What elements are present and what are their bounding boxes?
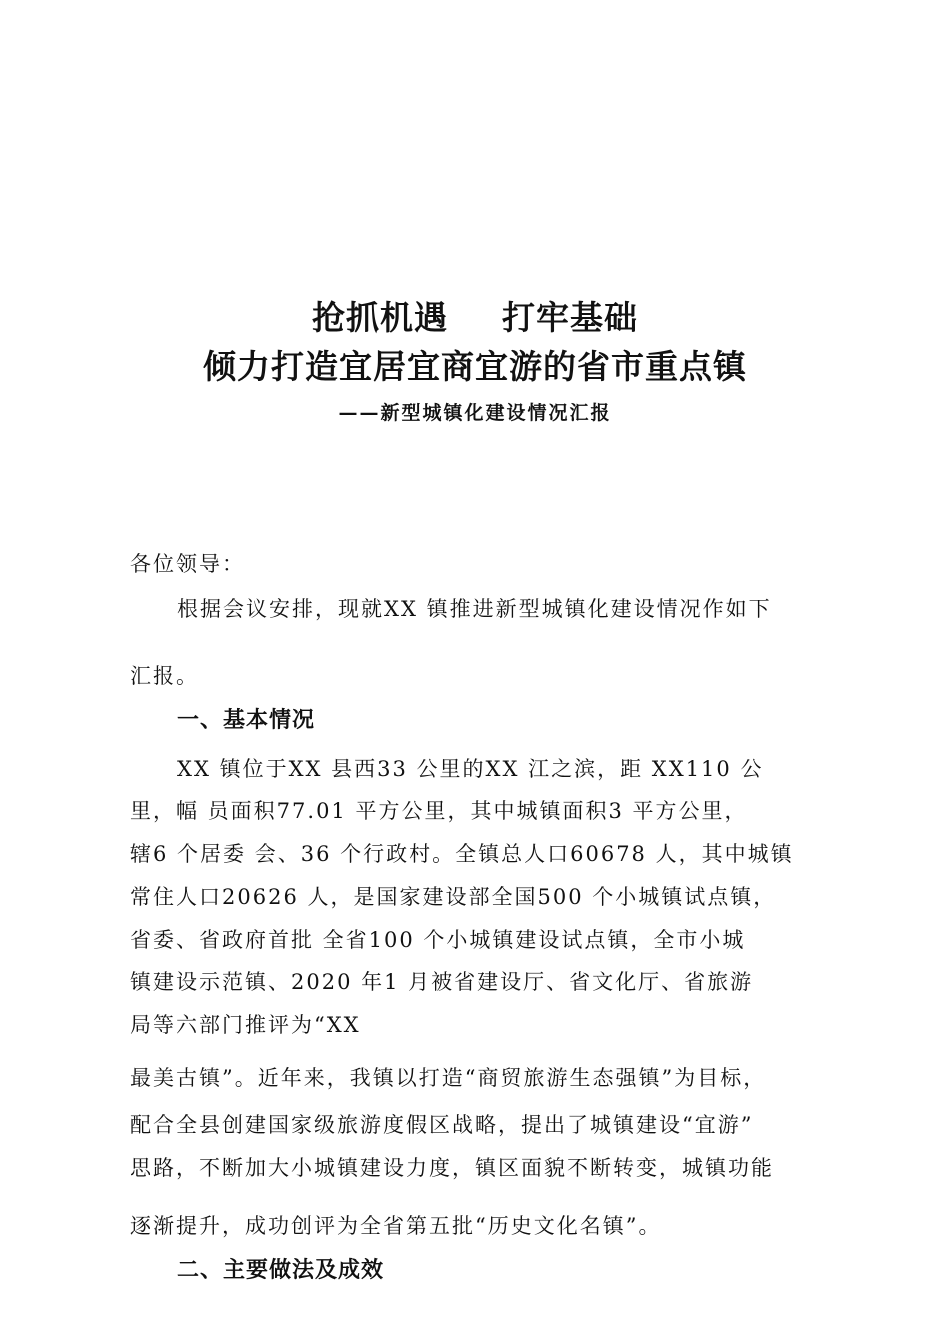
section-1-line: 最美古镇”。近年来，我镇以打造“商贸旅游生态强镇”为目标， — [130, 1066, 767, 1090]
intro-line-2: 汇报。 — [130, 664, 199, 688]
section-2-heading: 二、主要做法及成效 — [177, 1258, 385, 1283]
section-1-line: 局等六部门推评为“XX — [130, 1013, 361, 1037]
title-part-2: 打牢基础 — [502, 298, 638, 337]
section-1-line: XX 镇位于XX 县西33 公里的XX 江之滨，距 XX110 公 — [177, 757, 764, 781]
section-1-line: 常住人口20626 人，是国家建设部全国500 个小城镇试点镇， — [130, 885, 777, 909]
salutation: 各位领导： — [130, 552, 245, 576]
section-1-line: 配合全县创建国家级旅游度假区战略，提出了城镇建设“宜游” — [130, 1113, 754, 1137]
section-1-line: 逐渐提升，成功创评为全省第五批“历史文化名镇”。 — [130, 1214, 662, 1238]
title-part-1: 抢抓机遇 — [312, 298, 448, 337]
section-1-line: 省委、省政府首批 全省100 个小城镇建设试点镇，全市小城 — [130, 928, 746, 952]
section-1-line: 里，幅 员面积77.01 平方公里，其中城镇面积3 平方公里， — [130, 799, 748, 823]
section-1-heading: 一、基本情况 — [177, 708, 316, 733]
document-title-line-1 — [0, 292, 950, 339]
section-1-line: 镇建设示范镇、2020 年1 月被省建设厅、省文化厅、省旅游 — [130, 970, 754, 994]
section-1-line: 思路，不断加大小城镇建设力度，镇区面貌不断转变，城镇功能 — [130, 1156, 774, 1180]
document-subtitle: ——新型城镇化建设情况汇报 — [338, 402, 612, 424]
section-1-line: 辖6 个居委 会、36 个行政村。全镇总人口60678 人，其中城镇 — [130, 842, 794, 866]
intro-line-1: 根据会议安排，现就XX 镇推进新型城镇化建设情况作如下 — [177, 597, 772, 621]
document-title-line-2: 倾力打造宜居宜商宜游的省市重点镇 — [203, 347, 747, 386]
